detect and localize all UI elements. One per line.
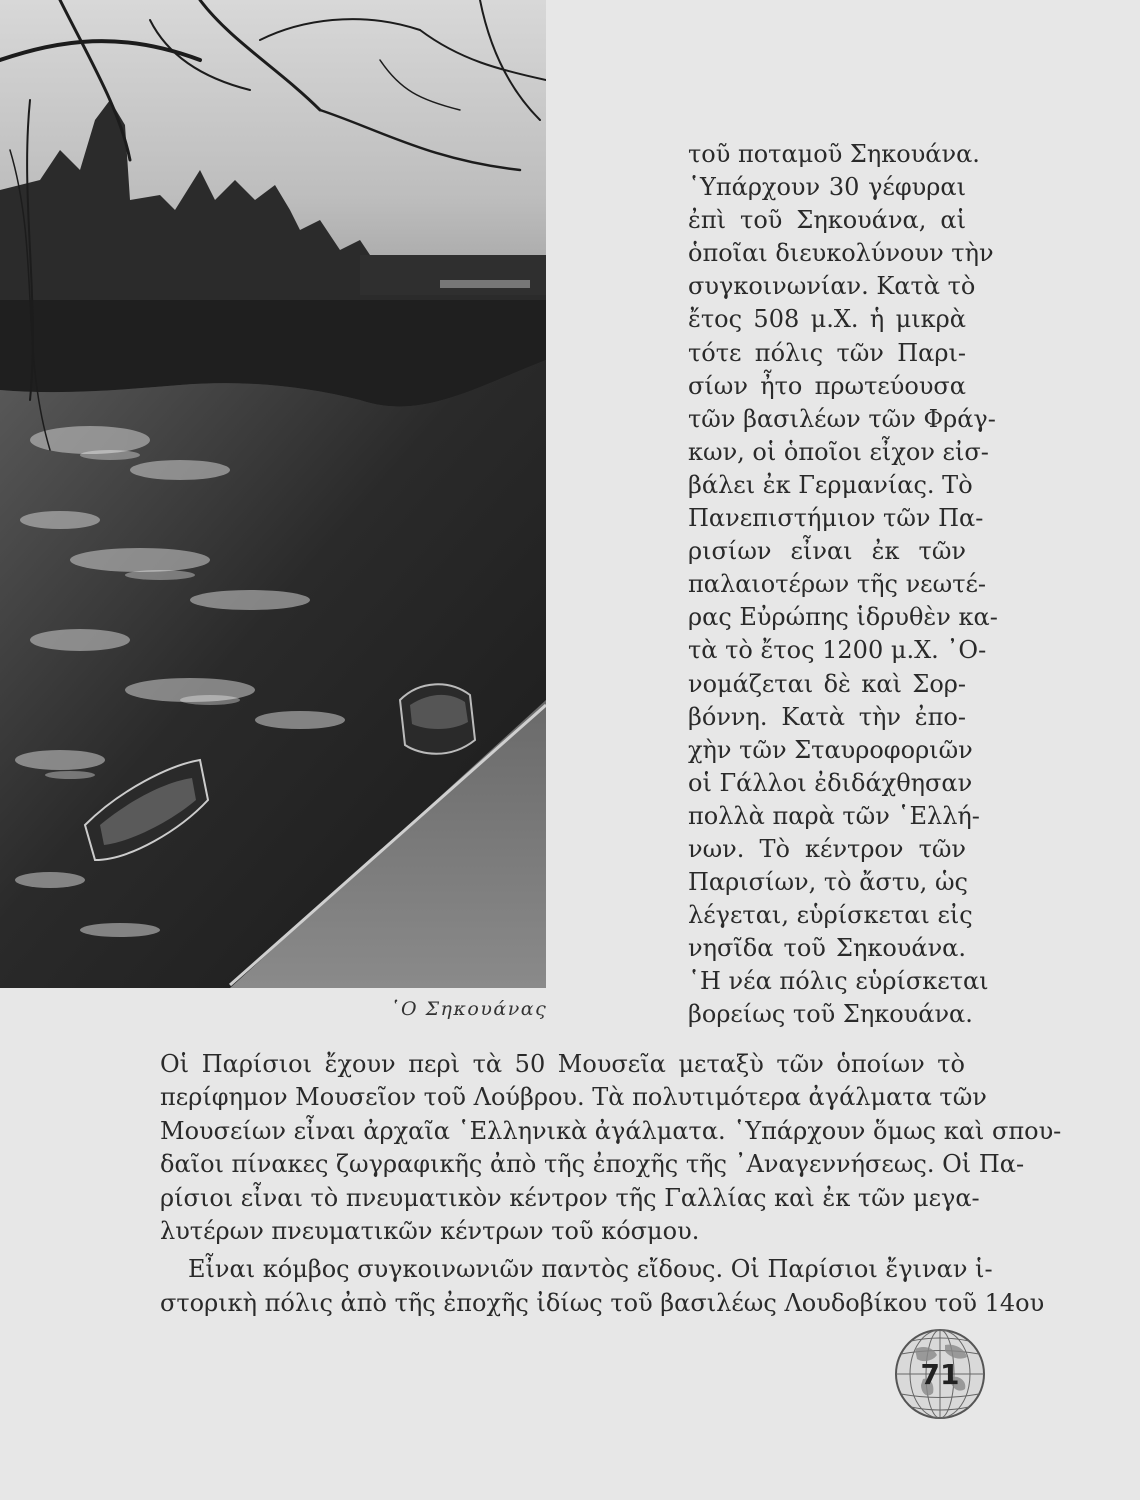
side-text-column: [688, 138, 998, 1032]
text-line: Οἱ Παρίσιοι ἔχουν περὶ τὰ 50 Μουσεῖα μεταξὺ τῶν ὁποίων τὸ: [160, 1050, 965, 1078]
text-line: σίων ἦτο πρωτεύουσα: [688, 371, 966, 400]
text-line: συγκοινωνίαν. Κατὰ τὸ: [688, 272, 976, 301]
text-line: ἔτος 508 μ.Χ. ἡ μικρὰ: [688, 305, 966, 334]
text-line: τότε πόλις τῶν Παρι-: [688, 338, 966, 367]
text-line: ὁποῖαι διευκολύνουν τὴν: [688, 239, 994, 268]
text-line: στορικὴ πόλις ἀπὸ τῆς ἐποχῆς ἰδίως τοῦ βασιλέως Λουδοβίκου τοῦ 14ου: [160, 1288, 1045, 1317]
text-line: κων, οἱ ὁποῖοι εἶχον εἰσ-: [688, 437, 989, 466]
text-line: λέγεται, εὑρίσκεται εἰς: [688, 901, 973, 930]
text-line: νων. Τὸ κέντρον τῶν: [688, 834, 966, 863]
text-line: Παρισίων, τὸ ἄστυ, ὡς: [688, 868, 968, 897]
text-line: παλαιοτέρων τῆς νεωτέ-: [688, 570, 987, 599]
text-line: ἐπὶ τοῦ Σηκουάνα, αἱ: [688, 206, 966, 235]
text-line: λυτέρων πνευματικῶν κέντρων τοῦ κόσμου.: [160, 1216, 700, 1245]
body-text: [160, 1048, 1062, 1320]
text-line: βάλει ἐκ Γερμανίας. Τὸ: [688, 470, 973, 499]
page-number: 71: [920, 1358, 960, 1391]
text-line: τοῦ ποταμοῦ Σηκουάνα.: [688, 140, 980, 168]
photo-caption: ῾Ο Σηκουάνας: [390, 998, 548, 1020]
text-line: τῶν βασιλέων τῶν Φράγ-: [688, 404, 996, 433]
text-line: ρισίων εἶναι ἐκ τῶν: [688, 537, 966, 566]
text-line: Πανεπιστήμιον τῶν Πα-: [688, 504, 984, 533]
text-line: βόννη. Κατὰ τὴν ἐπο-: [688, 702, 966, 731]
text-line: νομάζεται δὲ καὶ Σορ-: [688, 669, 966, 698]
text-line: ρίσιοι εἶναι τὸ πνευματικὸν κέντρον τῆς Γαλλίας καὶ ἐκ τῶν μεγα-: [160, 1183, 980, 1212]
text-line: Εἶναι κόμβος συγκοινωνιῶν παντὸς εἴδους. Οἱ Παρίσιοι ἔγιναν ἱ-: [188, 1255, 993, 1284]
text-line: χὴν τῶν Σταυροφοριῶν: [688, 735, 973, 764]
text-line: ῾Υπάρχουν 30 γέφυραι: [688, 173, 966, 202]
text-line: πολλὰ παρὰ τῶν ῾Ελλή-: [688, 801, 980, 830]
text-line: τὰ τὸ ἔτος 1200 μ.Χ. ᾿Ο-: [688, 636, 987, 665]
text-line: Μουσείων εἶναι ἀρχαῖα ῾Ελληνικὰ ἀγάλματα. ῾Υπάρχουν ὅμως καὶ σπου-: [160, 1116, 1062, 1145]
text-line: ρας Εὐρώπης ἱδρυθὲν κα-: [688, 603, 998, 632]
text-line: περίφημον Μουσεῖον τοῦ Λούβρου. Τὰ πολυτιμότερα ἀγάλματα τῶν: [160, 1083, 987, 1112]
text-line: βορείως τοῦ Σηκουάνα.: [688, 1000, 973, 1029]
seine-photograph: [0, 0, 546, 988]
text-line: δαῖοι πίνακες ζωγραφικῆς ἀπὸ τῆς ἐποχῆς τῆς ᾿Αναγεννήσεως. Οἱ Πα-: [160, 1150, 1025, 1179]
text-line: νησῖδα τοῦ Σηκουάνα.: [688, 934, 966, 963]
text-line: ῾Η νέα πόλις εὑρίσκεται: [688, 967, 989, 996]
text-line: οἱ Γάλλοι ἐδιδάχθησαν: [688, 768, 973, 797]
